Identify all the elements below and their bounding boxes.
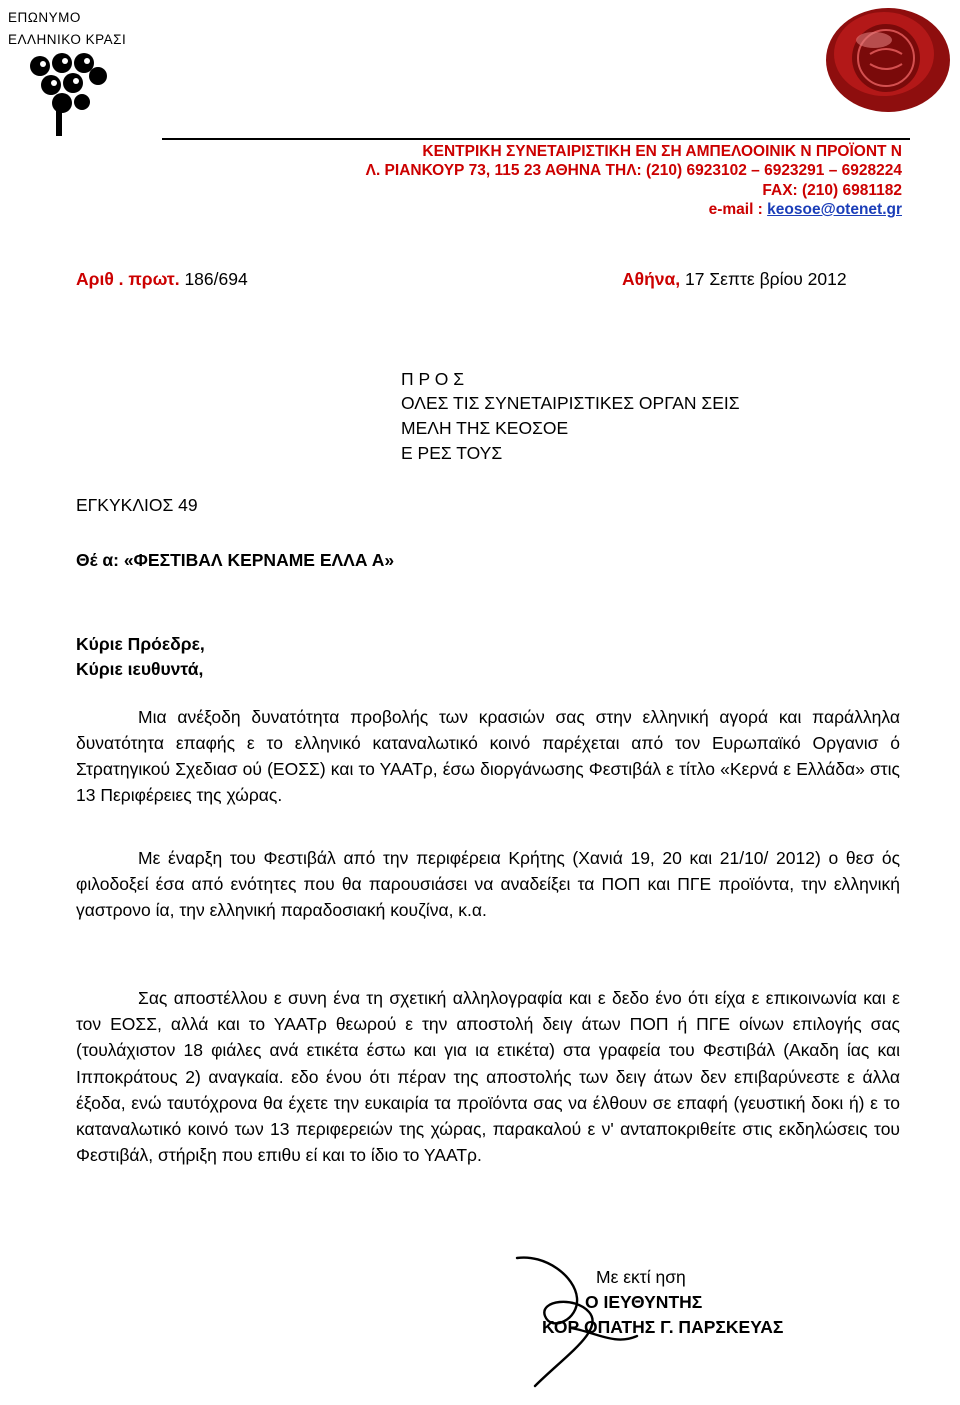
signature-title: Ο ΙΕΥΘΥΝΤΗΣ [585, 1292, 703, 1312]
signature-name: ΚΟΡ ΟΠΑΤΗΣ Γ. ΠΑΡΣΚΕΥΑΣ [542, 1317, 784, 1337]
protocol-number [76, 269, 248, 290]
logo-title-line1: ΕΠΩΝΥΜΟ [8, 10, 81, 25]
protocol-label: Αριθ . πρωτ. [76, 269, 180, 289]
body-paragraph: Με έναρξη του Φεστιβάλ από την περιφέρεια Κρήτης (Χανιά 19, 20 και 21/10/ 2012) ο θεσ ός φιλοδοξεί έσα από ενότητες που θα παρουσιάσει να αναδείξει τα ΠΟΠ και ΠΓΕ προϊόντα, την ελληνική γαστρονο ία, την ελληνική παραδοσιακή κουζίνα, κ.α. [76, 848, 900, 920]
letter-subject: Θέ α: «ΦΕΣΤΙΒΑΛ ΚΕΡΝΑΜΕ ΕΛΛΑ Α» [76, 550, 395, 570]
header-address: Λ. ΡΙΑΝΚΟΥΡ 73, 115 23 ΑΘΗΝΑ ΤΗΛ: (210) 6923102 – 6923291 – 6928224 [365, 162, 902, 179]
header-divider [162, 138, 910, 140]
recipient-heading: Π Ρ Ο Σ [401, 369, 465, 389]
salutation-line: Κύριε ιευθυντά, [76, 659, 204, 679]
protocol-value: 186/694 [179, 269, 248, 289]
grape-cluster-icon [30, 52, 108, 136]
circular-number: ΕΓΚΥΚΛΙΟΣ 49 [76, 495, 198, 515]
letter-date [622, 269, 847, 290]
recipient-line: ΜΕΛΗ ΤΗΣ ΚΕΟΣΟΕ [401, 418, 569, 438]
recipient-line: ΟΛΕΣ ΤΙΣ ΣΥΝΕΤΑΙΡΙΣΤΙΚΕΣ ΟΡΓΑΝ ΣΕΙΣ [401, 393, 740, 413]
handwritten-signature-icon [505, 1236, 645, 1396]
header-email-line [709, 201, 902, 219]
email-label: e-mail : [708, 201, 768, 218]
header-org-name: ΚΕΝΤΡΙΚΗ ΣΥΝΕΤΑΙΡΙΣΤΙΚΗ ΕΝ ΣΗ ΑΜΠΕΛΟΟΙΝΙΚ Ν ΠΡΟΪΟΝΤ Ν [422, 143, 902, 160]
signature-closing: Με εκτί ηση [596, 1267, 686, 1287]
date-city: Αθήνα, [622, 269, 681, 289]
email-link[interactable]: keosoe@otenet.gr [767, 201, 902, 218]
recipient-line: Ε ΡΕΣ ΤΟΥΣ [401, 443, 503, 463]
header-fax: FAX: (210) 6981182 [762, 182, 902, 199]
logo-title-line2: ΕΛΛΗΝΙΚΟ ΚΡΑΣΙ [8, 32, 127, 47]
salutation-line: Κύριε Πρόεδρε, [76, 634, 205, 654]
date-value: 17 Σεπτε βρίου 2012 [680, 269, 847, 289]
wax-seal-icon [822, 4, 952, 116]
body-paragraph: Μια ανέξοδη δυνατότητα προβολής των κρασιών σας στην ελληνική αγορά και παράλληλα δυνατότητα επαφής ε το ελληνικό καταναλωτικό κοινό παρέχεται από τον Ευρωπαϊκό Οργανισ ό Στρατηγικού Σχεδιασ ού (ΕΟΣΣ) και το ΥΑΑΤρ, έσω διοργάνωσης Φεστιβάλ ε τίτλο «Κερνά ε Ελλάδα» στις 13 Περιφέρειες της χώρας. [76, 707, 900, 805]
body-paragraph: Σας αποστέλλου ε συνη ένα τη σχετική αλληλογραφία και ε δεδο ένο ότι είχα ε επικοινωνία και ε τον ΕΟΣΣ, αλλά και το ΥΑΑΤρ θεωρού ε την αποστολή δειγ άτων ΠΟΠ ή ΠΓΕ οίνων επιλογής σας (τουλάχιστον 18 φιάλες ανά ετικέτα έστω και για ια ετικέτα) στα γραφεία του Φεστιβάλ (Ακαδη ίας και Ιπποκράτους 2) αναγκαία. εδο ένου ότι πέραν της αποστολής των δειγ άτων δεν επιβαρύνεστε ε άλλα έξοδα, ενώ ταυτόχρονα θα έχετε την ευκαιρία τα προϊόντα σας να έλθουν σε επαφή (γευστική δοκι ή) ε το καταναλωτικό κοινό των 13 περιφερειών της χώρας, παρακαλού ε ν' ανταποκριθείτε στις εκδηλώσεις του Φεστιβάλ, στήριξη που επιθυ εί και το ίδιο το ΥΑΑΤρ. [76, 988, 900, 1166]
